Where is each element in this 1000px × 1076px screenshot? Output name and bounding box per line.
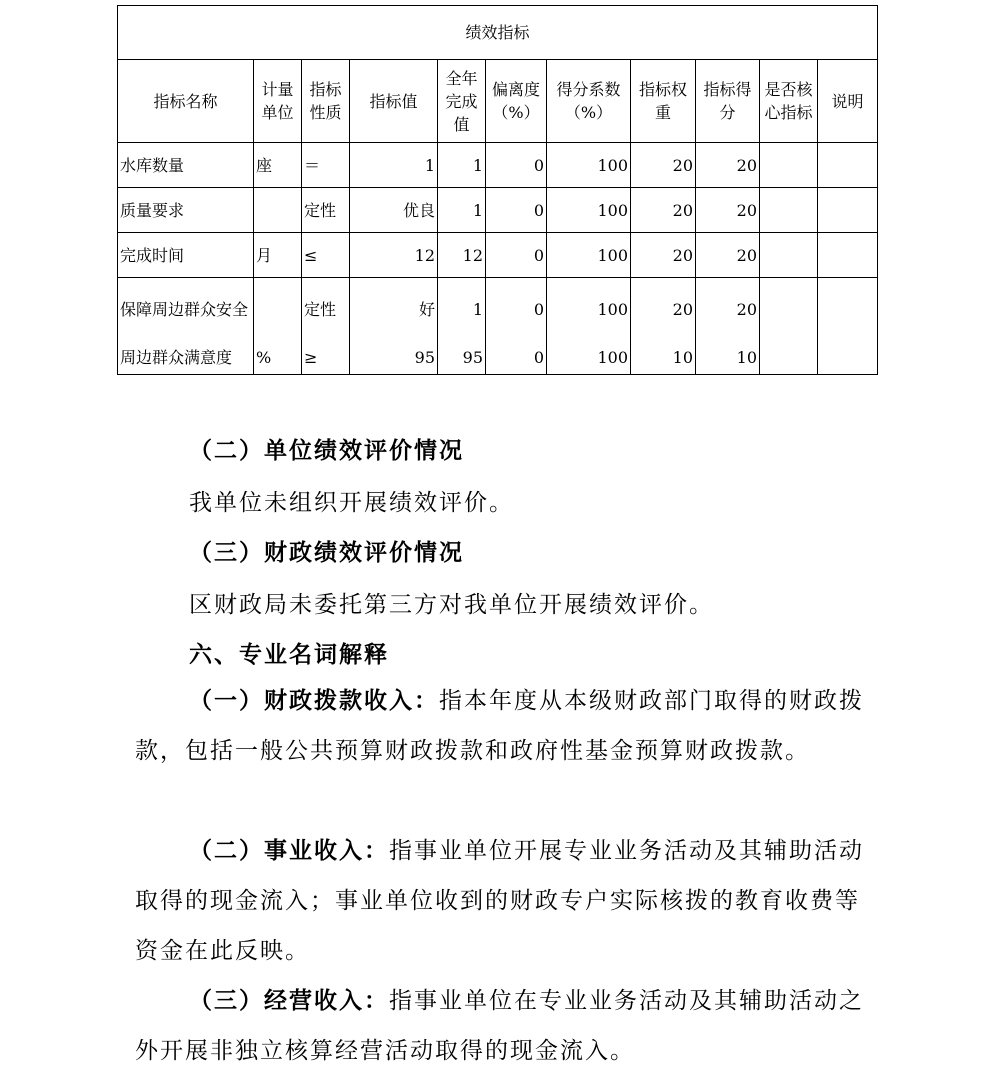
cell-coef: 100 — [547, 188, 631, 233]
term-definition: 指本年度从本级财政部门取得的财政拨款，包括一般公共预算财政拨款和政府性基金预算财政拨款。 — [135, 688, 864, 764]
cell-core — [760, 143, 818, 188]
header-cell: 指标得分 — [696, 60, 760, 143]
cell-name: 水库数量 — [118, 143, 254, 188]
cell-score: 10 — [696, 340, 760, 375]
cell-nature: 定性 — [302, 278, 350, 341]
performance-table — [117, 5, 878, 375]
term-definition: 指事业单位在专业业务活动及其辅助活动之外开展非独立核算经营活动取得的现金流入。 — [135, 988, 864, 1064]
table-row — [118, 188, 878, 233]
cell-note — [818, 278, 878, 341]
term-paragraph — [135, 976, 880, 1076]
cell-unit: 座 — [254, 143, 302, 188]
cell-value: 优良 — [350, 188, 438, 233]
cell-note — [818, 340, 878, 375]
cell-done: 1 — [438, 143, 486, 188]
header-cell: 指标名称 — [118, 60, 254, 143]
cell-score: 20 — [696, 278, 760, 341]
header-cell: 指标值 — [350, 60, 438, 143]
table-title: 绩效指标 — [118, 6, 878, 60]
term-label: （二）事业收入： — [189, 837, 389, 864]
cell-done: 12 — [438, 233, 486, 278]
section-heading: （三）财政绩效评价情况 — [189, 539, 464, 566]
cell-name: 质量要求 — [118, 188, 254, 233]
cell-weight: 20 — [631, 188, 696, 233]
cell-name: 完成时间 — [118, 233, 254, 278]
cell-deviation: 0 — [486, 278, 547, 341]
cell-weight: 20 — [631, 233, 696, 278]
table-row — [118, 278, 878, 341]
header-cell: 指标性质 — [302, 60, 350, 143]
term-paragraph — [135, 676, 880, 776]
cell-weight: 20 — [631, 143, 696, 188]
cell-value: 好 — [350, 278, 438, 341]
cell-nature: 定性 — [302, 188, 350, 233]
table-row — [118, 340, 878, 375]
cell-deviation: 0 — [486, 143, 547, 188]
table-row — [118, 143, 878, 188]
cell-core — [760, 233, 818, 278]
cell-value: 12 — [350, 233, 438, 278]
section-heading: （二）单位绩效评价情况 — [189, 437, 464, 464]
header-cell: 指标权重 — [631, 60, 696, 143]
cell-unit — [254, 188, 302, 233]
cell-deviation: 0 — [486, 340, 547, 375]
cell-score: 20 — [696, 233, 760, 278]
cell-done: 1 — [438, 188, 486, 233]
cell-note — [818, 143, 878, 188]
cell-name: 保障周边群众安全 — [118, 278, 254, 341]
cell-score: 20 — [696, 188, 760, 233]
header-cell: 说明 — [818, 60, 878, 143]
cell-deviation: 0 — [486, 233, 547, 278]
cell-note — [818, 233, 878, 278]
paragraph: 我单位未组织开展绩效评价。 — [189, 490, 514, 516]
cell-value: 1 — [350, 143, 438, 188]
cell-nature: ≤ — [302, 233, 350, 278]
cell-coef: 100 — [547, 233, 631, 278]
cell-deviation: 0 — [486, 188, 547, 233]
cell-value: 95 — [350, 340, 438, 375]
chapter-heading: 六、专业名词解释 — [189, 641, 389, 668]
term-label: （三）经营收入： — [189, 987, 389, 1014]
header-cell: 得分系数（%） — [547, 60, 631, 143]
cell-unit — [254, 278, 302, 341]
cell-core — [760, 278, 818, 341]
cell-weight: 10 — [631, 340, 696, 375]
cell-nature: ≥ — [302, 340, 350, 375]
cell-coef: 100 — [547, 340, 631, 375]
cell-score: 20 — [696, 143, 760, 188]
cell-name: 周边群众满意度 — [118, 340, 254, 375]
header-cell: 全年完成值 — [438, 60, 486, 143]
table-header-row — [118, 60, 878, 143]
header-cell: 偏离度（%） — [486, 60, 547, 143]
term-label: （一）财政拨款收入： — [189, 687, 439, 714]
header-cell: 计量单位 — [254, 60, 302, 143]
cell-unit: 月 — [254, 233, 302, 278]
term-paragraph — [135, 826, 880, 976]
cell-note — [818, 188, 878, 233]
cell-core — [760, 340, 818, 375]
cell-coef: 100 — [547, 278, 631, 341]
cell-core — [760, 188, 818, 233]
cell-weight: 20 — [631, 278, 696, 341]
paragraph: 区财政局未委托第三方对我单位开展绩效评价。 — [189, 592, 714, 618]
cell-done: 95 — [438, 340, 486, 375]
table-row — [118, 233, 878, 278]
cell-done: 1 — [438, 278, 486, 341]
cell-unit: % — [254, 340, 302, 375]
term-definition: 指事业单位开展专业业务活动及其辅助活动取得的现金流入；事业单位收到的财政专户实际核拨的教育收费等资金在此反映。 — [135, 838, 864, 964]
cell-nature: ＝ — [302, 143, 350, 188]
cell-coef: 100 — [547, 143, 631, 188]
header-cell: 是否核心指标 — [760, 60, 818, 143]
